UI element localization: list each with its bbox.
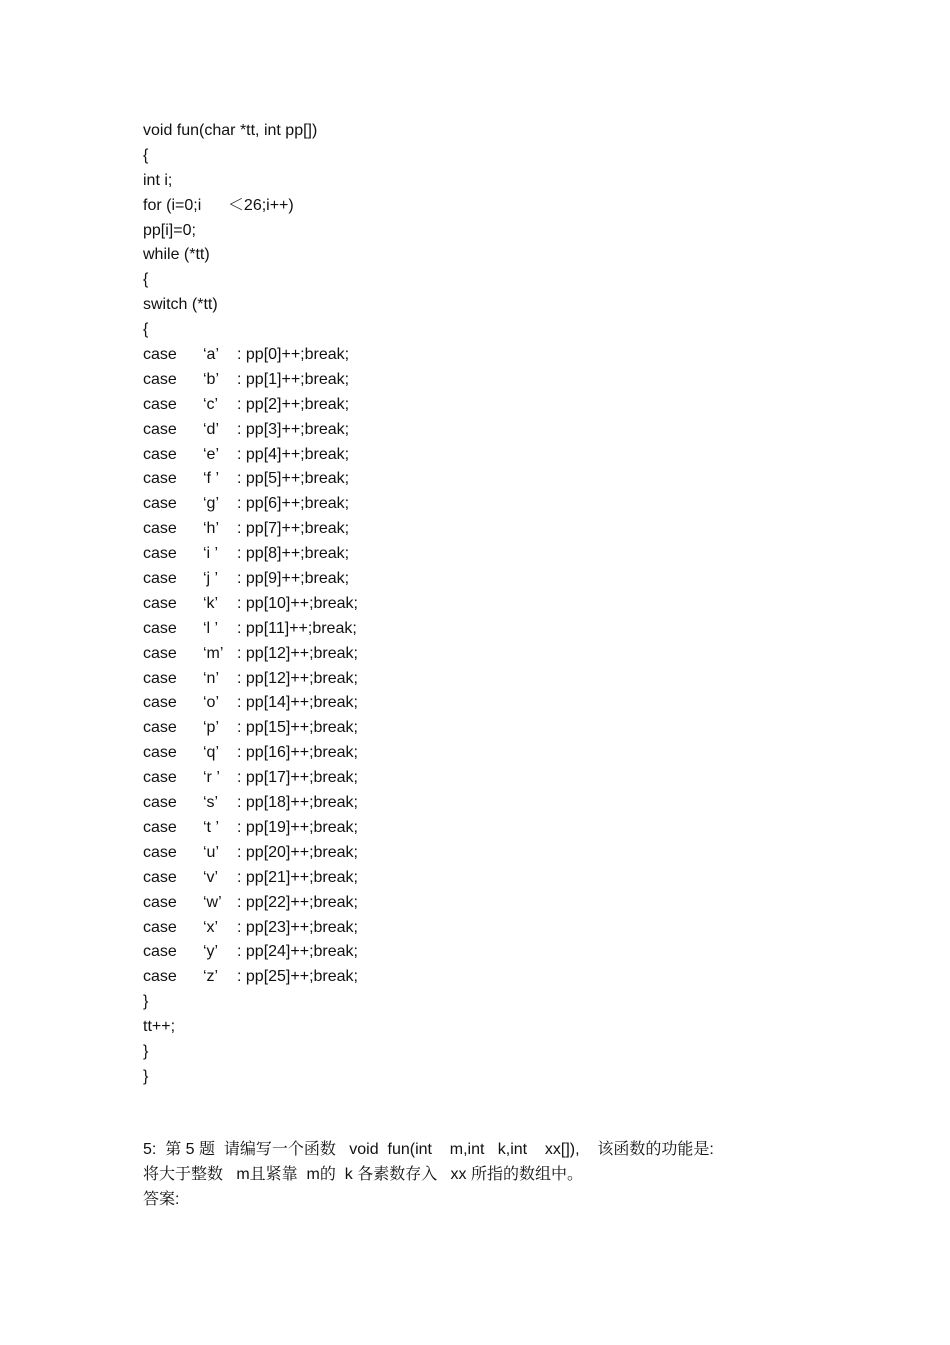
case-keyword: case [143,346,177,364]
code-line: int i; [143,171,173,189]
case-line [143,542,743,567]
case-line [143,916,743,941]
case-keyword: case [143,918,177,936]
case-statement: : pp[12]++;break; [237,644,358,662]
case-statement: : pp[10]++;break; [237,594,358,612]
case-statement: : pp[23]++;break; [237,918,358,936]
case-keyword: case [143,570,177,588]
case-statement: : pp[3]++;break; [237,420,350,438]
case-statement: : pp[4]++;break; [237,445,350,463]
case-char-literal: ‘l ’ [203,619,219,637]
case-statement: : pp[19]++;break; [237,818,358,836]
case-keyword: case [143,868,177,886]
case-statement: : pp[20]++;break; [237,843,358,861]
case-statement: : pp[15]++;break; [237,719,358,737]
case-line [143,816,743,841]
case-char-literal: ‘s’ [203,794,219,812]
case-char-literal: ‘g’ [203,495,220,513]
case-line [143,343,743,368]
code-line: pp[i]=0; [143,221,196,239]
case-line [143,567,743,592]
case-char-literal: ‘z’ [203,968,219,986]
case-keyword: case [143,669,177,687]
case-keyword: case [143,843,177,861]
case-statement: : pp[6]++;break; [237,495,350,513]
case-statement: : pp[17]++;break; [237,769,358,787]
case-keyword: case [143,644,177,662]
case-keyword: case [143,818,177,836]
case-keyword: case [143,495,177,513]
code-line: } [143,1042,149,1060]
case-char-literal: ‘p’ [203,719,220,737]
case-line [143,617,743,642]
case-char-literal: ‘i ’ [203,545,219,563]
case-statement: : pp[14]++;break; [237,694,358,712]
case-char-literal: ‘q’ [203,744,220,762]
answer-label: 答案: [143,1191,180,1208]
case-statement: : pp[8]++;break; [237,545,350,563]
case-statement: : pp[2]++;break; [237,395,350,413]
case-char-literal: ‘j ’ [203,570,219,588]
case-line [143,791,743,816]
code-line: while (*tt) [143,246,210,264]
case-line [143,368,743,393]
case-line [143,418,743,443]
case-line [143,592,743,617]
case-line [143,517,743,542]
case-keyword: case [143,769,177,787]
case-keyword: case [143,744,177,762]
case-char-literal: ‘v’ [203,868,219,886]
case-line [143,443,743,468]
case-keyword: case [143,893,177,911]
case-line [143,716,743,741]
case-statement: : pp[18]++;break; [237,794,358,812]
case-char-literal: ‘u’ [203,843,220,861]
code-line: switch (*tt) [143,296,218,314]
case-keyword: case [143,520,177,538]
question-text: 5: 第 5 题 请编写一个函数 void fun(int m,int k,int xx[]), 该函数的功能是: [143,1141,714,1158]
case-keyword: case [143,794,177,812]
case-char-literal: ‘x’ [203,918,219,936]
question-text-continued: 将大于整数 m且紧靠 m的 k 各素数存入 xx 所指的数组中。 [143,1166,584,1183]
case-line [143,741,743,766]
case-keyword: case [143,719,177,737]
case-statement: : pp[12]++;break; [237,669,358,687]
case-char-literal: ‘y’ [203,943,219,961]
case-char-literal: ‘c’ [203,395,219,413]
case-statement: : pp[9]++;break; [237,570,350,588]
code-line: for (i=0;i ＜26;i++) [143,196,294,214]
case-statement: : pp[16]++;break; [237,744,358,762]
case-char-literal: ‘r ’ [203,769,220,787]
case-char-literal: ‘a’ [203,346,220,364]
case-char-literal: ‘t ’ [203,818,219,836]
case-statement: : pp[24]++;break; [237,943,358,961]
case-statement: : pp[25]++;break; [237,968,358,986]
case-char-literal: ‘o’ [203,694,220,712]
case-char-literal: ‘m’ [203,644,224,662]
case-line [143,766,743,791]
case-line [143,393,743,418]
case-line [143,965,743,990]
code-line: void fun(char *tt, int pp[]) [143,122,318,139]
case-keyword: case [143,594,177,612]
case-line [143,667,743,692]
case-keyword: case [143,445,177,463]
case-statement: : pp[5]++;break; [237,470,350,488]
case-char-literal: ‘k’ [203,594,219,612]
case-line [143,642,743,667]
case-keyword: case [143,968,177,986]
case-keyword: case [143,470,177,488]
case-line [143,940,743,965]
case-line [143,866,743,891]
case-line [143,891,743,916]
code-line: } [143,1067,149,1085]
code-line: } [143,993,149,1011]
case-keyword: case [143,545,177,563]
case-char-literal: ‘n’ [203,669,220,687]
case-keyword: case [143,619,177,637]
case-char-literal: ‘e’ [203,445,220,463]
case-char-literal: ‘h’ [203,520,220,538]
case-line [143,467,743,492]
code-line: tt++; [143,1018,176,1036]
case-keyword: case [143,395,177,413]
case-keyword: case [143,420,177,438]
case-line [143,492,743,517]
code-listing [143,119,743,1090]
case-statement: : pp[1]++;break; [237,370,350,388]
case-keyword: case [143,943,177,961]
code-line: { [143,146,149,164]
question-block [143,1137,823,1212]
case-char-literal: ‘w’ [203,893,222,911]
case-char-literal: ‘d’ [203,420,220,438]
case-keyword: case [143,694,177,712]
case-statement: : pp[21]++;break; [237,868,358,886]
case-statement: : pp[22]++;break; [237,893,358,911]
code-line: { [143,321,149,339]
case-line [143,841,743,866]
case-statement: : pp[0]++;break; [237,346,350,364]
case-line [143,691,743,716]
case-char-literal: ‘b’ [203,370,220,388]
code-line: { [143,271,149,289]
case-statement: : pp[7]++;break; [237,520,350,538]
case-statement: : pp[11]++;break; [237,619,357,637]
case-keyword: case [143,370,177,388]
case-char-literal: ‘f ’ [203,470,219,488]
